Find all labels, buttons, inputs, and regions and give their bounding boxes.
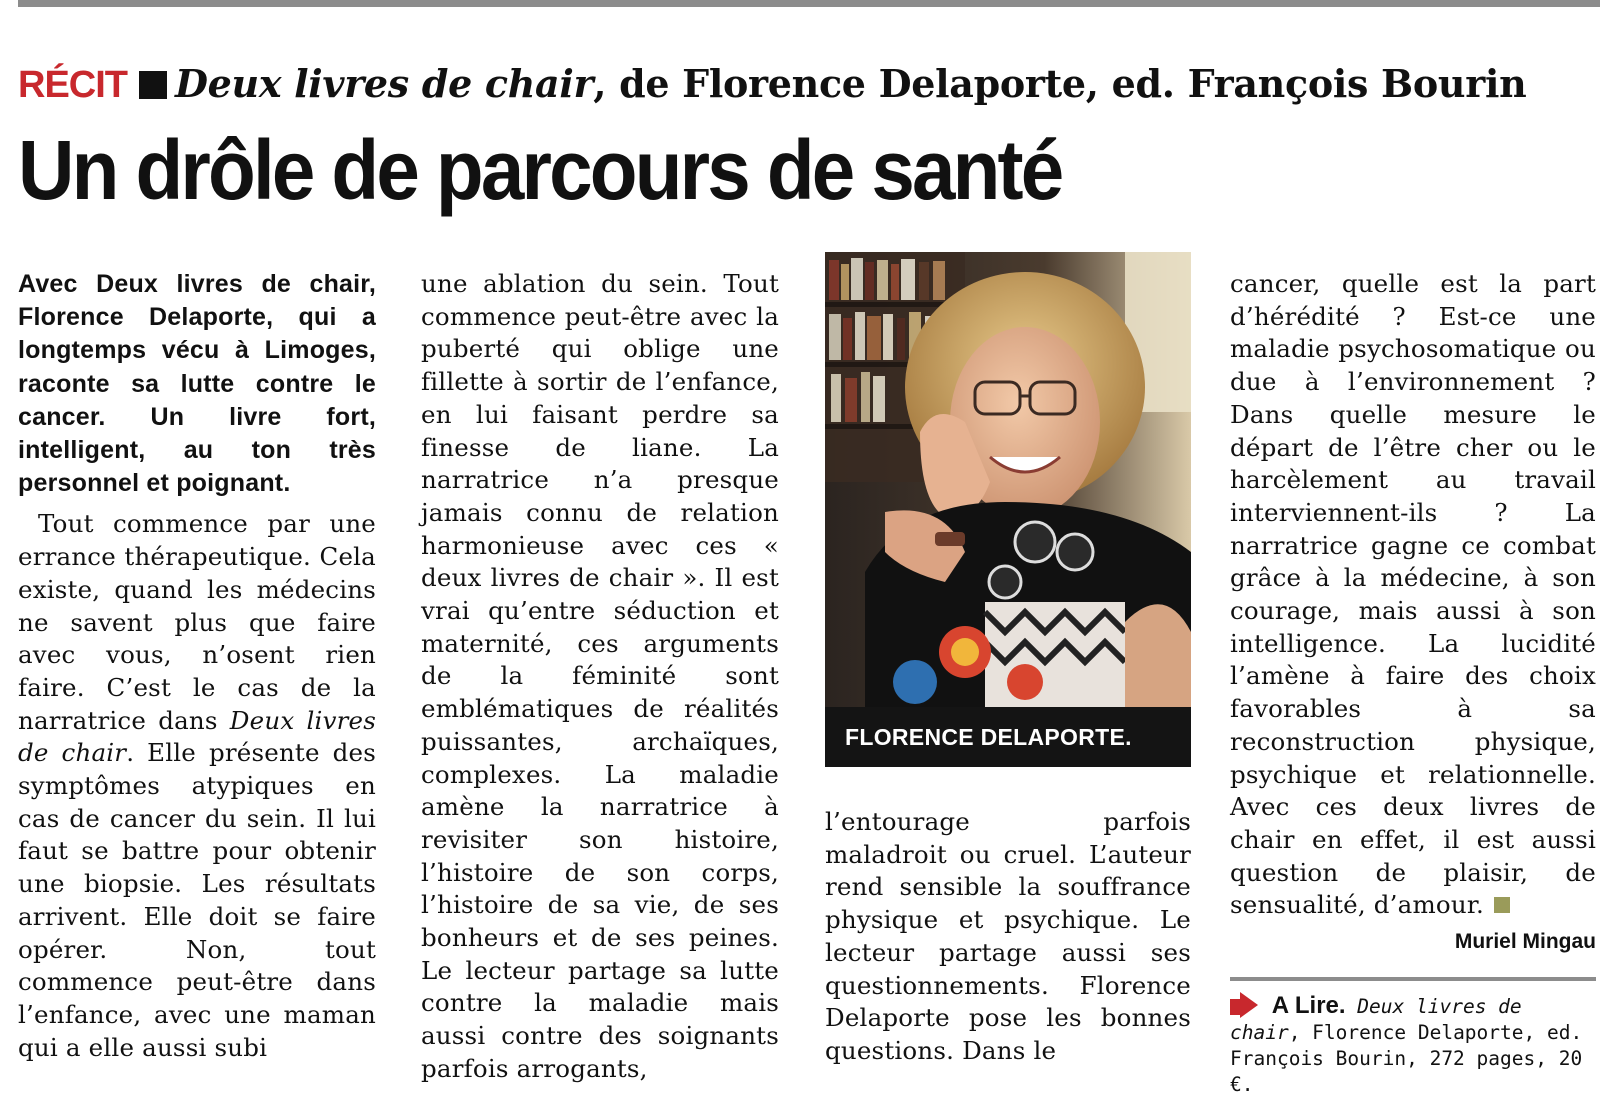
box-separator bbox=[1230, 977, 1596, 981]
column-2 bbox=[421, 268, 779, 1086]
photo-caption: FLORENCE DELAPORTE. bbox=[825, 707, 1191, 767]
kicker-label: RÉCIT bbox=[18, 64, 127, 106]
arrow-right-icon bbox=[1240, 992, 1258, 1018]
body-paragraph-1 bbox=[18, 508, 376, 1064]
body-book-title: Deux livres de chair bbox=[18, 705, 376, 768]
column-4 bbox=[1230, 268, 1596, 922]
square-bullet-icon bbox=[139, 71, 167, 99]
body-text: Tout commence par une errance thérapeutique. Cela existe, quand les médecins ne savent plus que faire avec vous, n’osent rien faire. C’est le cas de la narratrice dans bbox=[18, 509, 376, 735]
body-paragraph-4 bbox=[1230, 268, 1596, 922]
a-lire-book-title: Deux livres de chair bbox=[1230, 995, 1522, 1044]
author-signature: Muriel Mingau bbox=[1454, 930, 1596, 953]
kicker-byline: , de Florence Delaporte, ed. François Bourin bbox=[593, 61, 1527, 106]
column-3 bbox=[825, 806, 1191, 1068]
top-rule bbox=[18, 0, 1600, 7]
end-mark-icon bbox=[1494, 897, 1510, 913]
author-photo bbox=[825, 252, 1191, 767]
column-1 bbox=[18, 268, 376, 1064]
body-paragraph-3: l’entourage parfois maladroit ou cruel. L’auteur rend sensible la souffrance physique et psychique. Le lecteur partage aussi ses questionnements. Florence Delaporte pose les bonnes questions. Dans le bbox=[825, 807, 1191, 1065]
page-title: Un drôle de parcours de santé bbox=[18, 123, 1062, 217]
arrow-tail-icon bbox=[1230, 999, 1240, 1015]
body-paragraph-2: une ablation du sein. Tout commence peut-être avec la puberté qui oblige une fillette à sortir de l’enfance, en lui faisant perdre sa finesse de liane. La narratrice n’a presque jamais connu de relation harmonieuse avec ces « deux livres de chair ». Il est vrai qu’entre séduction et maternité, ces arguments de la féminité sont emblématiques de réalités puissantes, archaïques, complexes. La maladie amène la narratrice à revisiter son histoire, l’histoire de son corps, l’histoire de sa vie, de ses bonheurs et de ses peines. Le lecteur partage sa lutte contre la maladie mais aussi contre des soignants parfois arrogants, bbox=[421, 269, 779, 1083]
a-lire-lead: A Lire. bbox=[1271, 992, 1346, 1019]
a-lire-details: , Florence Delaporte, ed. François Bourin, 272 pages, 20 €. bbox=[1230, 1021, 1583, 1096]
a-lire-box bbox=[1230, 992, 1596, 1098]
kicker bbox=[18, 56, 1598, 112]
body-text: . Elle présente des symptômes atypiques en cas de cancer du sein. Il lui faut se battre pour obtenir une biopsie. Les résultats arrivent. Elle doit se faire opérer. Non, tout commence peut-être dans l’enfance, avec une maman qui a elle aussi subi bbox=[18, 738, 376, 1062]
body-text: cancer, quelle est la part d’hérédité ? Est-ce une maladie psychosomatique ou due à l’environnement ? Dans quelle mesure le départ de l’être cher ou le harcèlement au travail interviennent-ils ? La narratrice gagne ce combat grâce à la médecine, à son courage, mais aussi à son intelligence. La lucidité l’amène à faire des choix favorables à sa reconstruction physique, psychique et relationnelle. Avec ces deux livres de chair en effet, il est aussi question de plaisir, de sensualité, d’amour. bbox=[1230, 269, 1596, 920]
kicker-book-title: Deux livres de chair bbox=[175, 61, 594, 106]
author-portrait-image bbox=[825, 252, 1191, 707]
chapo: Avec Deux livres de chair, Florence Delaporte, qui a longtemps vécu à Limoges, raconte sa lutte contre le cancer. Un livre fort, intelligent, au ton très personnel et poignant. bbox=[18, 270, 376, 498]
